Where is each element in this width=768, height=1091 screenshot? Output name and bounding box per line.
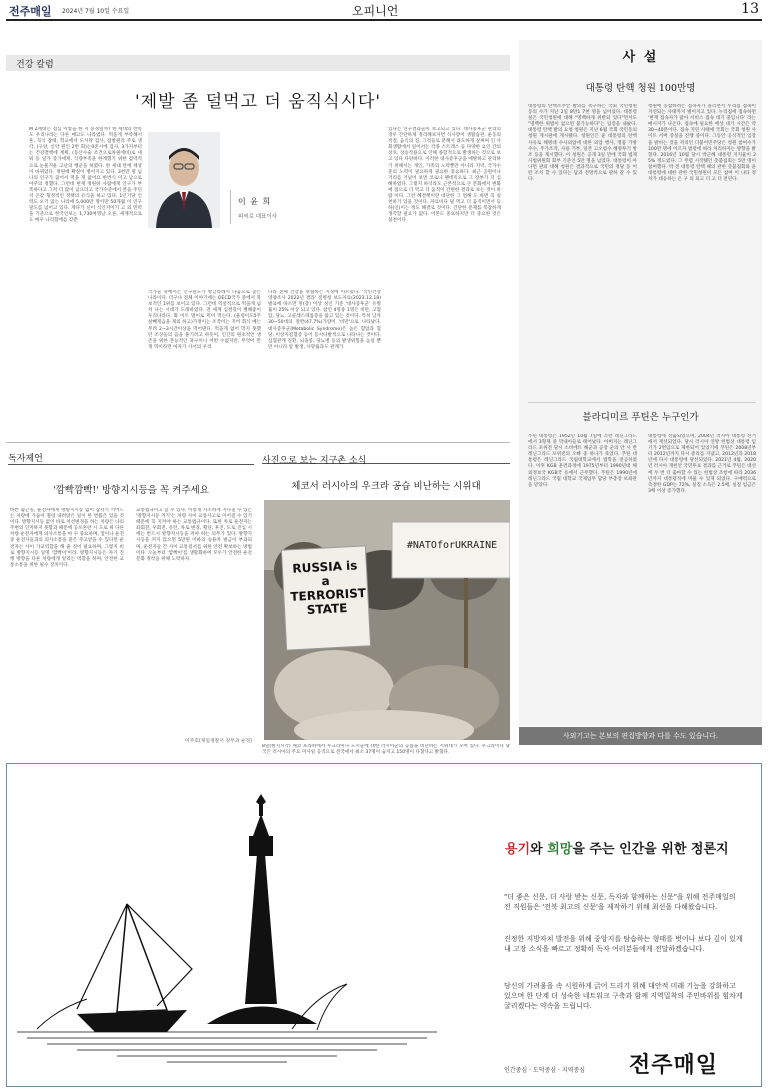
column-text-3: 나라 전체 건강을 위협하는 지경에 이르렀다. '국민건강영양조사 2022년 결과' 질병청 보도자료(2023.12.18) 발표에 따르면 만(총) 이상 성인 기준 '대사증후군' 유병률이 25% 이상 되고 있다. 참인 4명중 1명은 비만, 고혈압, 당뇨, 고콜레스테롤증을 앓고 있는 것이다. 특히 남자 30~50대의 절반(47.7%)가량이 '비만'으로 나타났다. 대사증후군(Metabolic Syndrome)은 높은 혈압과 혈당, 이상지질혈증 등이 동시다발적으로 나타나는 것이다. 심혈관계 질환, 뇌졸중, 당뇨병 등의 발생위험을 높일 뿐만 아니라 암 발생, 사망률과도 관계가 (268, 290, 381, 350)
column-text-4: 있다는 연구결과들이 보고되고 있다. 대사증후군 관리의 경우 간단하게 정리해보자면 식사량이 생활습관, 운동의 적절, 음식의 질, 그것들로 분해서 과도하게 살찌며 인 사회생활에서 일어서는 각종 스트레스 등 다양한 요인 간의 상호, 상승작용으로 인해 종합적으로 발생하는 것으로 보고 있다 다양하다. 이러한 대사증후군을 예방하고 관리하기 위해서는 개인, 가족의 노력뿐만 아니라 지역, 국가수준의 노력이 필요하게 필요한 중요하다. 최근 공원이나 거리를 거닐어 보면 코로나 팬데믹으로 그 장부가 더 심해하였다. 그렇지 하더라도 근본적으로 큰 문화에서 변화 예 접으로 더 먹고 더 움직이 간편한 결과로 보는 것이 바람 이다. 그런 혜결책이란 대단한 그 면해 도 하면 꼭 실천하기 있을 것이다. 자료바다 덜 먹고 더 움직이면서 등하(인)이는 정도 혜결로 것이다. 간단한 문제를 복잡하게 생각할 필요가 없다. 이본도 중요하지만 더 중요한 것은 실천이다. (388, 127, 501, 224)
editorial-text-2b: 대통령에 선출되었으며, 2004년 러시아 대통령 선거에서 재선되었다. 당시 러시아 연방 헌법상 대통령 임기가 2번임으로 제한되어 있었기에 푸틴은 2008년부터 2012년까지 다시 총리를 지냈고, 2012년과 2018년에 다시 대통령에 당선되었다. 2021년 4월, 2020년 러시아 개헌안 국민투표 결과를 근거로 푸틴은 대선에 두 번 더 출마할 수 있는 헌법상 조항에 따라 2036년까지 대통령직에 머물 수 있게 되었다. 구매력으로 측정한 GDP는 72%, 실질 소득은 2.5배, 실질 임금은 3배 이상 증가했다. (648, 434, 756, 494)
ad-headline-rest: 을 주는 인간을 위한 정론지 (572, 842, 729, 857)
editorial-text-1a: 대통령의 탄핵소추안 발의를 촉구하는 국회 국민청원동의 수가 지난 2일 8만1 7천 명을 넘어섰다. 대통령실은 국민청원에 대해 "명백하게 위반되 있다"면서도 "명백한 위법이 없으면 불가능하다"는 입장을 내놨다. 대통령 탄핵 발의 요청 청원은 지난 6월 국회 국민동의청원 게시판에 게시됐다. 청원인은 윤 대통령의 탄핵 사유로 해병대 수사외압에 대한 외압 행사, 명품 가방 수수, 주가조작, 사용 거부, 일본 고오염수 해양투기 방조 등을 제시했다. 이 청원은 공개 3일 만에 국회 법제사법위원회 회부 기준인 5만 명을 넘었다. 대통령이 아니면 관의 대해 청원은 결과적으로 국민의 정당 등 어떤 조치 할 수 있다는 답과 전망적으로 관하 갈 수 있다. (528, 104, 637, 183)
section-label-health: 건강 칼럼 (6, 55, 510, 71)
editorial-text-2a: 푸틴 대통령은 1952년 10월 7일에 소련 레닌그라드에서 3형제 중 막내아들로 태어났다. 아버지는 레닌그라드 포위전 당시 소비에트 해군과 공장 군의 안 사 반 레닌그라드 포위전의 오빠 중 하나가 죽었다. 푸틴 대통령은 레닌그라드 국립대학교에서 법학을 전공하였다. 이후 KGB 훈련과정에 1975년부터 1990년대 해외정보국 KGB국 등에서 근무했다. 푸틴은 1990년에 레닌그라드 국립 대학교 국제업무 담당 부총장 보좌관을 맡았다. (528, 434, 637, 488)
mid-divider (6, 442, 510, 443)
reader-text-1: 바쁜 출근길, 운전자에게 방향지시등 없이 갑자기 끼어드는 차량에 가슴이 철렁 내려앉은 일이 한 번쯤은 있을 것이다. 방향지시등 없이 바로 차선변경을 하는 차량은 나의 주변의 인지하지 못함과 때문에 공포혼란 시 도로 위 다른 차량 운전자에게 의사소통을 마 수 중요하며, 점이나 운전 중 운전자들과의 의사소통을 맡은 주고받을 수 있다면 운전자는 사이 가교역할을 해 줄 것이 필요하며, 그렇지 비로 방향지시등 일명 '깜빡이'이라. 방향지시등은 자기 진행 방향을 다른 차량에게 알리는 역할을 하며, 안전한 교통소통을 위한 필수 장치이다. (10, 508, 124, 568)
editorial-divider (528, 402, 756, 403)
ad-footer-tags: 인간중심 · 도덕중심 · 지역중심 (504, 1067, 585, 1074)
protest-sign-left: RUSSIA is a TERRORIST STATE (290, 558, 367, 618)
ad-paragraph-3: 당신의 가려움을 속 시원하게 긁어 드리기 위해 대안적 미래 기능을 강화하고 있으며 한 단계 더 성숙한 네트워크 구축과 함께 지역밀착의 주민바위를 힘차게 굴리겠다는 약속을 드립니다. (504, 982, 743, 1010)
page-number: 13 (741, 1, 759, 17)
photo-news-label: 사진으로 보는 지구촌 소식 (262, 456, 367, 466)
reader-headline: '깜빡깜빡!' 방향지시등을 꼭 켜주세요 (53, 485, 209, 496)
column-text-1: M Z세대는 점심 이렇을 한 지 풍경일까? 한 세대의 반복도 우리나라는 다른 매고도 나라였다. 먹을게 부족해서 흔, 꼭식 잡태, 학교에서 도시락 검사, 잡방원리 주로 생각, (구양, 신약 원인 2번 회)는0준시에 검사, 3가지부터는 건강결핵에 계획, (동산수술 조건으로차원에비)로 세워 등 일가 증가에게, 식량부족을 한계했기 위한 검역적으로 눈물겨운 고난의 행군을 하였다. 한 세대 만에 세상이 바뀌었다. 정원에 확실이 병어지고 있다. 3천만 명 넘나의 인구가 굶어서 먹을 게 없어요 한번식 이고 남으로 아쿠의 정했다. 그런데 현재 정원하 사람에게 인구가 부족하다고 그저 더 많이 넘으라고 국가수준에서 본을 주던 서 온갖 형정적인 정책의 유식을 하고 있다. 1인기당 인력도 오기 않는 나라에 5,000만 명이만 50개월 이 인구 말도를 넘어고 있다. 게다가 신이 식인지이기 고 외 민력을 기준으로 한국인보는 1,730여명날 오른, 세계적으로도 매우 나리함에를 갖춘 (29, 127, 142, 224)
masthead-rule (6, 19, 762, 21)
ad-headline-word-courage: 용기 (505, 842, 531, 857)
author-portrait-icon (148, 132, 220, 228)
ad-banner (6, 763, 762, 1087)
photo-caption: 8일(현지시각) 체코 프라하에서 우크라이나 도시들에 대한 러시아군의 공습을 비난하는 시위대가 모여 있다. 우크라이나 당국은 러시아의 주요 미사일 공격으로 전국에서 최소 37명이 숨지고 150명이 다쳤다고 밝혔다. (262, 744, 510, 756)
author-name: 이 윤 희 (238, 197, 272, 206)
masthead-logo: 전주매일 (9, 5, 52, 18)
editorial-section-label: 사 설 (622, 50, 659, 65)
reader-byline: 이주호(제일경찰서 경무과 순경) (184, 739, 252, 744)
ad-paragraph-2: 진정한 지방자치 발전을 위해 중앙지를 탐습하는 형태를 벗어나 보다 깊이 있게 내 고장 소식을 빠르고 정확히 독자 여러분들에게 전달하겠습니다. (504, 935, 743, 953)
column-text-2: 국가들 축에서는 인구밀도가 방글라데시 다음으로 높은 나라이다. 더구나 전체 이야기에는 OECD국가 중에서 북보적인 1위를 보이고 있다. 그런데 역설적으로 먹을게 넘쳐 나는 시대가 도래하였다. 전 세계 심결길이 별해좋이 우리나라다. 화 이트 멀이로 먹이 먹는다. (울렁이도5주 살빼게음을 제외 하고)가정이는 조작이는 지어 회식 메는 무려 2~3시간이상을 먹어댄다. 먹을게 없어 먹지 못했던 조상들의 음을 풀기려고 하듯이, 인간의 원초적인 생존을 위한 본능적인 욕구이니 어떤 수없지만, 무엇이 만게 먹이라면 여자가 사서의 우리 (148, 290, 261, 350)
protest-photo (264, 500, 510, 740)
reader-rule (8, 464, 254, 465)
masthead-date: 2024년 7월 10일 수요일 (62, 8, 130, 15)
masthead-section: 오피니언 (352, 4, 399, 18)
author-photo (148, 132, 220, 228)
ad-logo: 전주매일 (629, 1052, 719, 1078)
reader-text-2: 교통법규이고 할 수 있다. 이렇게 사소하게 지나칠 수 있는 '방향지시등 켜기'는 차량 사이 교통사고로 이어질 수 있기 때문에 꼭 지켜야 하는 교통법규이다. 또한 차로 운전자는 좌회전, 우회전, 유턴, 차로 변경, 횡단, 후진, 도로 진입 시에는 반드시 방향지시등을 켜야 하는 의무가 있다. 방향지시등을 켜지 않으면 5만원 이하의 승용차 벌금이 부과되며, 운전자들 간 사이 교통질서를 위한 안전 확보하는 방법이다. 오늘부터 '깜빡이'를 생활화하여 모두가 안전한 운전문화 정착을 위해 노력하자. (136, 508, 252, 562)
author-divider (230, 190, 231, 224)
editorial-headline-2: 블라디미르 푸틴은 누구인가 (582, 412, 699, 423)
reader-section-label: 독자제언 (8, 454, 43, 464)
ad-headline-word-hope: 희망 (547, 842, 573, 857)
protest-sign-right: #NATOforUKRAINE (406, 540, 498, 551)
ad-headline (505, 838, 729, 857)
ad-paragraph-1: "더 좋은 신문, 더 사랑 받는 신문, 독자와 함께하는 신문"을 위해 전주매일의 전 직원들은 '전북 최고의 신문'을 제작하기 위해 최선을 다해왔습니다. (504, 893, 736, 911)
editorial-headline-1: 대통령 탄핵 청원 100만명 (585, 83, 696, 94)
column-headline: '제발 좀 덜먹고 더 움직식시다' (134, 92, 382, 112)
lighthouse-ship-illustration (17, 784, 437, 1074)
author-title: 피씨로 대표이사 (238, 214, 277, 220)
opinion-disclaimer: 사외기고는 본보의 편집방향과 다를 수도 있습니다. (519, 727, 762, 745)
protest-photo-image (264, 500, 510, 740)
photo-news-headline: 체코서 러시아의 우크라 공습 비난하는 시위대 (291, 481, 481, 492)
photo-news-label-bar (262, 448, 510, 464)
ad-headline-conj: 와 (530, 842, 548, 857)
editorial-text-1b: 청원에 동참하려는 접속자가 몰리면서 누리집 접속이 지연되는 사태까지 벌어지고 있다. 누리집에 접속하면 '현재 접속자가 많아 서비스 접속 대기 중입니다' 라는 메시지가 나온다. 접속에 필요한 예상 대기 시간은 약 30~40분이다. 접속 지연 사태에 국회는 국회 청원 사이트 서버 증설을 진행 중이다. 그동안 공식적인 입장을 밝히는 것을 꺼리던 더불어민주당은 청원 참여수가 100만 명에 이르자 법령에 따라 처리하자는 방향을 밝혔다. 2016년 10월 당시 박근혜 대통령 지지율이 25% 정도였다. 그 무렵 시작됐던 촛불집회는 5만 명이 참여했다. 박 전 대통령 탄핵 때의 관한 촛불집회와 윤 대통령에 대한 관한 국민청원이 모든 참여 이 나타 정치가 대응하는 온 구 의 되고 더 고 더 전된다. (648, 104, 756, 183)
